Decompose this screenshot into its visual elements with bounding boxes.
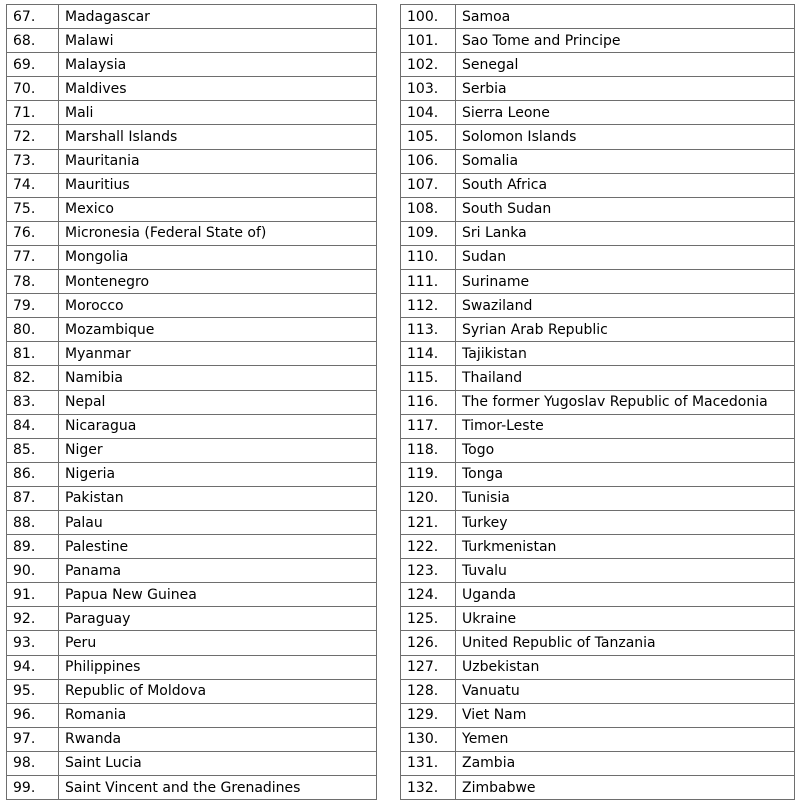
row-number: 77. (7, 245, 59, 269)
row-number: 128. (401, 679, 456, 703)
table-row (7, 294, 377, 318)
country-name: Mauritius (59, 173, 377, 197)
country-name: Rwanda (59, 727, 377, 751)
country-name: Mongolia (59, 245, 377, 269)
row-number: 79. (7, 294, 59, 318)
row-number: 74. (7, 173, 59, 197)
table-row (401, 173, 795, 197)
table-row (401, 221, 795, 245)
country-name: Timor-Leste (456, 414, 795, 438)
row-number: 122. (401, 535, 456, 559)
table-row (401, 751, 795, 775)
table-row (401, 101, 795, 125)
country-name: Uganda (456, 583, 795, 607)
country-name: Sao Tome and Principe (456, 29, 795, 53)
country-name: Maldives (59, 77, 377, 101)
table-row (401, 414, 795, 438)
country-name: Mozambique (59, 318, 377, 342)
country-name: Mauritania (59, 149, 377, 173)
country-name: Uzbekistan (456, 655, 795, 679)
row-number: 114. (401, 342, 456, 366)
row-number: 105. (401, 125, 456, 149)
row-number: 115. (401, 366, 456, 390)
row-number: 70. (7, 77, 59, 101)
table-row (7, 486, 377, 510)
country-name: Ukraine (456, 607, 795, 631)
row-number: 109. (401, 221, 456, 245)
country-name: Tunisia (456, 486, 795, 510)
row-number: 121. (401, 510, 456, 534)
table-row (401, 607, 795, 631)
table-row (7, 29, 377, 53)
country-name: Palau (59, 510, 377, 534)
country-name: Montenegro (59, 270, 377, 294)
row-number: 125. (401, 607, 456, 631)
row-number: 72. (7, 125, 59, 149)
row-number: 71. (7, 101, 59, 125)
row-number: 95. (7, 679, 59, 703)
row-number: 81. (7, 342, 59, 366)
row-number: 80. (7, 318, 59, 342)
table-row (401, 679, 795, 703)
country-name: Nicaragua (59, 414, 377, 438)
country-name: South Sudan (456, 197, 795, 221)
table-row (401, 53, 795, 77)
row-number: 67. (7, 5, 59, 29)
country-name: Micronesia (Federal State of) (59, 221, 377, 245)
country-name: Samoa (456, 5, 795, 29)
row-number: 129. (401, 703, 456, 727)
row-number: 88. (7, 510, 59, 534)
row-number: 73. (7, 149, 59, 173)
table-row (7, 607, 377, 631)
country-name: Yemen (456, 727, 795, 751)
country-name: Somalia (456, 149, 795, 173)
country-table-right-body (401, 5, 795, 800)
country-name: Paraguay (59, 607, 377, 631)
table-row (7, 5, 377, 29)
row-number: 85. (7, 438, 59, 462)
row-number: 102. (401, 53, 456, 77)
table-row (401, 125, 795, 149)
row-number: 69. (7, 53, 59, 77)
country-name: Nigeria (59, 462, 377, 486)
table-row (401, 655, 795, 679)
country-name: Viet Nam (456, 703, 795, 727)
row-number: 90. (7, 559, 59, 583)
country-name: Madagascar (59, 5, 377, 29)
country-name: Peru (59, 631, 377, 655)
table-row (7, 125, 377, 149)
country-name: Romania (59, 703, 377, 727)
row-number: 78. (7, 270, 59, 294)
table-row (401, 245, 795, 269)
table-row (7, 366, 377, 390)
country-name: Namibia (59, 366, 377, 390)
table-row (401, 294, 795, 318)
table-row (401, 510, 795, 534)
table-row (7, 245, 377, 269)
table-row (401, 390, 795, 414)
row-number: 104. (401, 101, 456, 125)
row-number: 117. (401, 414, 456, 438)
table-row (401, 559, 795, 583)
country-name: Tajikistan (456, 342, 795, 366)
table-row (7, 655, 377, 679)
country-name: Niger (59, 438, 377, 462)
country-name: Saint Lucia (59, 751, 377, 775)
row-number: 82. (7, 366, 59, 390)
row-number: 108. (401, 197, 456, 221)
row-number: 118. (401, 438, 456, 462)
country-name: Tonga (456, 462, 795, 486)
country-name: Saint Vincent and the Grenadines (59, 776, 377, 800)
table-row (7, 776, 377, 800)
country-name: Morocco (59, 294, 377, 318)
table-row (7, 390, 377, 414)
row-number: 87. (7, 486, 59, 510)
table-row (401, 29, 795, 53)
country-name: Tuvalu (456, 559, 795, 583)
row-number: 83. (7, 390, 59, 414)
country-name: Syrian Arab Republic (456, 318, 795, 342)
country-name: Pakistan (59, 486, 377, 510)
row-number: 113. (401, 318, 456, 342)
table-row (7, 583, 377, 607)
table-row (7, 173, 377, 197)
table-row (401, 535, 795, 559)
table-row (401, 462, 795, 486)
table-row (401, 270, 795, 294)
country-name: Zimbabwe (456, 776, 795, 800)
row-number: 94. (7, 655, 59, 679)
table-row (7, 703, 377, 727)
country-name: Thailand (456, 366, 795, 390)
table-row (7, 318, 377, 342)
table-row (401, 703, 795, 727)
row-number: 68. (7, 29, 59, 53)
table-row (7, 53, 377, 77)
country-name: Togo (456, 438, 795, 462)
country-table-left-body (7, 5, 377, 800)
row-number: 131. (401, 751, 456, 775)
row-number: 76. (7, 221, 59, 245)
row-number: 99. (7, 776, 59, 800)
table-row (7, 221, 377, 245)
country-name: Turkmenistan (456, 535, 795, 559)
country-name: Panama (59, 559, 377, 583)
country-name: Marshall Islands (59, 125, 377, 149)
table-row (401, 77, 795, 101)
row-number: 127. (401, 655, 456, 679)
row-number: 101. (401, 29, 456, 53)
country-name: Mali (59, 101, 377, 125)
row-number: 92. (7, 607, 59, 631)
table-row (401, 486, 795, 510)
table-row (401, 318, 795, 342)
country-name: Turkey (456, 510, 795, 534)
row-number: 126. (401, 631, 456, 655)
table-row (7, 270, 377, 294)
table-row (7, 751, 377, 775)
table-row (401, 197, 795, 221)
country-name: Malawi (59, 29, 377, 53)
country-name: Papua New Guinea (59, 583, 377, 607)
row-number: 130. (401, 727, 456, 751)
country-name: Nepal (59, 390, 377, 414)
country-name: Swaziland (456, 294, 795, 318)
row-number: 107. (401, 173, 456, 197)
row-number: 91. (7, 583, 59, 607)
country-name: Republic of Moldova (59, 679, 377, 703)
table-row (7, 149, 377, 173)
table-row (7, 510, 377, 534)
row-number: 98. (7, 751, 59, 775)
table-row (401, 5, 795, 29)
table-row (7, 414, 377, 438)
row-number: 123. (401, 559, 456, 583)
table-row (401, 149, 795, 173)
row-number: 96. (7, 703, 59, 727)
country-name: The former Yugoslav Republic of Macedonia (456, 390, 795, 414)
table-row (7, 77, 377, 101)
country-name: Solomon Islands (456, 125, 795, 149)
table-row (401, 438, 795, 462)
row-number: 110. (401, 245, 456, 269)
row-number: 124. (401, 583, 456, 607)
row-number: 106. (401, 149, 456, 173)
table-row (401, 366, 795, 390)
row-number: 103. (401, 77, 456, 101)
country-name: United Republic of Tanzania (456, 631, 795, 655)
country-name: Senegal (456, 53, 795, 77)
country-name: Suriname (456, 270, 795, 294)
table-row (7, 197, 377, 221)
table-row (7, 342, 377, 366)
row-number: 132. (401, 776, 456, 800)
country-name: Serbia (456, 77, 795, 101)
row-number: 89. (7, 535, 59, 559)
country-name: Sri Lanka (456, 221, 795, 245)
country-name: Mexico (59, 197, 377, 221)
country-name: Myanmar (59, 342, 377, 366)
table-row (401, 727, 795, 751)
table-row (7, 462, 377, 486)
table-row (7, 727, 377, 751)
country-name: Sudan (456, 245, 795, 269)
country-name: Vanuatu (456, 679, 795, 703)
table-row (401, 342, 795, 366)
table-row (401, 583, 795, 607)
country-name: Palestine (59, 535, 377, 559)
row-number: 97. (7, 727, 59, 751)
country-name: Philippines (59, 655, 377, 679)
row-number: 93. (7, 631, 59, 655)
row-number: 75. (7, 197, 59, 221)
row-number: 100. (401, 5, 456, 29)
country-name: Malaysia (59, 53, 377, 77)
table-row (7, 559, 377, 583)
row-number: 86. (7, 462, 59, 486)
country-name: Sierra Leone (456, 101, 795, 125)
table-row (7, 101, 377, 125)
row-number: 84. (7, 414, 59, 438)
table-row (7, 631, 377, 655)
table-row (7, 535, 377, 559)
row-number: 120. (401, 486, 456, 510)
row-number: 119. (401, 462, 456, 486)
table-row (7, 438, 377, 462)
country-name: Zambia (456, 751, 795, 775)
country-table-left (6, 4, 377, 800)
table-row (401, 631, 795, 655)
country-name: South Africa (456, 173, 795, 197)
row-number: 112. (401, 294, 456, 318)
table-row (7, 679, 377, 703)
row-number: 111. (401, 270, 456, 294)
table-row (401, 776, 795, 800)
country-table-right (400, 4, 795, 800)
row-number: 116. (401, 390, 456, 414)
